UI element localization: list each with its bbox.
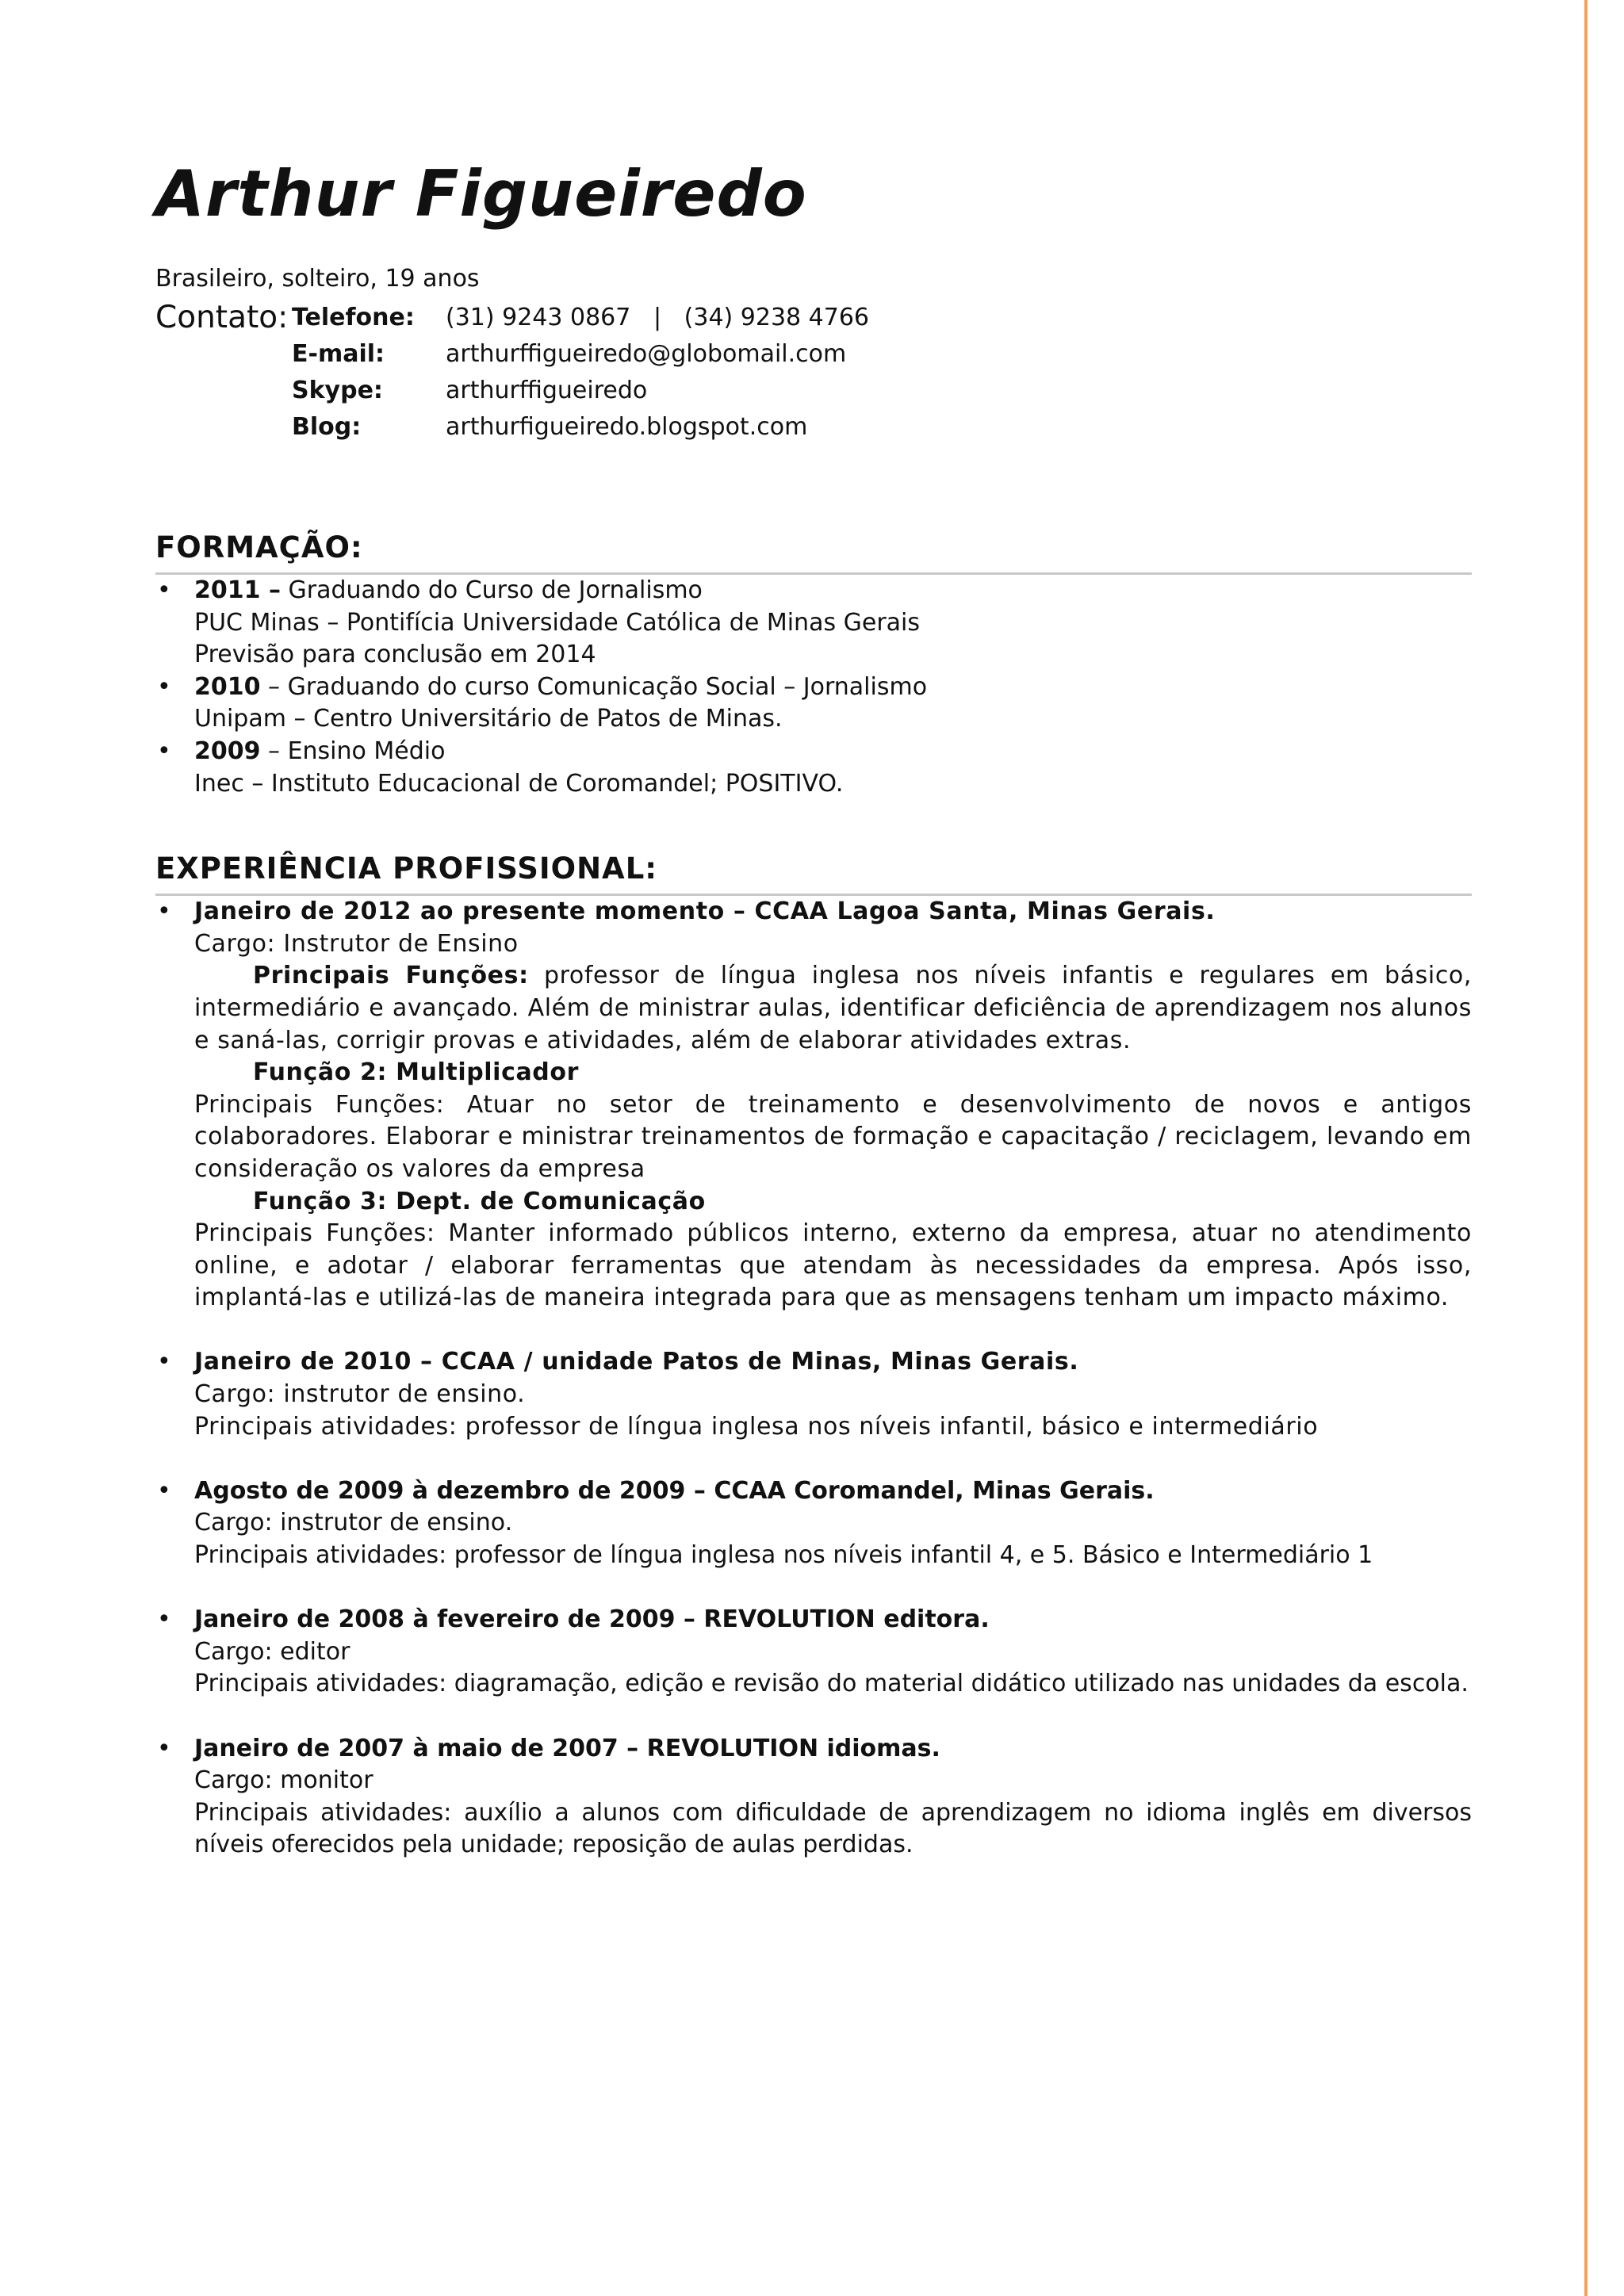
job-funcoes-label: Principais Funções: [253, 962, 529, 990]
job-item [155, 1604, 1472, 1701]
job-heading: • Janeiro de 2008 à fevereiro de 2009 – REVOLUTION editora. [194, 1605, 990, 1634]
formacao-item [155, 736, 1472, 800]
personal-info: Brasileiro, solteiro, 19 anos [155, 265, 480, 293]
formacao-item [155, 672, 1472, 736]
email-value[interactable]: arthurffigueiredo@globomail.com [446, 340, 847, 368]
job-funcao2-title: Função 2: Multiplicador [253, 1058, 579, 1087]
candidate-name: Arthur Figueiredo [155, 157, 807, 231]
formacao-desc: – Graduando do curso Comunicação Social – Jornalismo [260, 672, 928, 701]
job-heading: • Janeiro de 2012 ao presente momento – CCAA Lagoa Santa, Minas Gerais. [194, 897, 1216, 926]
email-label: E-mail: [292, 340, 385, 368]
job-funcoes [194, 960, 1472, 1057]
job-atividades: Principais atividades: diagramação, edição e revisão do material didático utilizado nas unidades da escola. [194, 1670, 1469, 1698]
formacao-year: 2010 [194, 672, 261, 701]
phone-label: Telefone: [292, 304, 415, 331]
job-funcao3-title: Função 3: Dept. de Comunicação [253, 1187, 706, 1215]
job-cargo: Cargo: instrutor de ensino. [194, 1509, 513, 1537]
job-heading: • Agosto de 2009 à dezembro de 2009 – CCAA Coromandel, Minas Gerais. [194, 1476, 1155, 1505]
blog-label: Blog: [292, 413, 362, 441]
formacao-desc: Graduando do Curso de Jornalismo [280, 576, 703, 604]
page-edge-orange-line [1584, 0, 1588, 2296]
blog-value[interactable]: arthurfigueiredo.blogspot.com [446, 413, 808, 441]
job-atividades: Principais atividades: auxílio a alunos com dificuldade de aprendizagem no idioma inglês em diversos níveis oferecidos pela unidade; reposição de aulas perdidas. [194, 1798, 1472, 1859]
job-item [155, 1475, 1472, 1572]
formacao-item [155, 575, 1472, 672]
formacao-heading: FORMAÇÃO: [155, 528, 1472, 575]
job-item [155, 1346, 1472, 1443]
resume-page [155, 151, 1472, 1894]
job-heading: • Janeiro de 2010 – CCAA / unidade Patos de Minas, Minas Gerais. [194, 1348, 1079, 1376]
phone-value: (31) 9243 0867 | (34) 9238 4766 [446, 304, 870, 331]
formacao-institution: PUC Minas – Pontifícia Universidade Católica de Minas Gerais [194, 608, 920, 637]
job-atividades: Principais atividades: professor de língua inglesa nos níveis infantil 4, e 5. Básico e Intermediário 1 [194, 1541, 1373, 1570]
job-atividades: Principais atividades: professor de língua inglesa nos níveis infantil, básico e intermediário [194, 1412, 1319, 1441]
job-cargo: Cargo: monitor [194, 1766, 373, 1795]
formacao-note: Previsão para conclusão em 2014 [194, 641, 596, 669]
job-cargo: Cargo: instrutor de ensino. [194, 1380, 526, 1409]
skype-value: arthurffigueiredo [446, 377, 648, 404]
job-cargo: Cargo: editor [194, 1637, 350, 1666]
job-item [155, 896, 1472, 1314]
contact-label: Contato: [155, 300, 289, 335]
formacao-institution: Inec – Instituto Educacional de Coromandel; POSITIVO. [194, 769, 844, 798]
experiencia-list [155, 896, 1472, 1862]
job-item [155, 1733, 1472, 1862]
job-funcao3-text: Principais Funções: Manter informado públicos interno, externo da empresa, atuar no atendimento online, e adotar / elaborar ferramentas que atendam às necessidades da empresa. Após isso, implantá-las e utilizá-las de maneira integrada para que as mensagens tenham um impacto máximo. [194, 1219, 1472, 1312]
contact-block [155, 300, 1472, 446]
formacao-year: 2009 [194, 737, 261, 765]
job-funcoes-text: professor de língua inglesa nos níveis infantis e regulares em básico, intermediário e avançado. Além de ministrar aulas, identificar deficiência de aprendizagem nos alunos e saná-las, corrigir provas e atividades, além de elaborar atividades extras. [194, 962, 1473, 1054]
formacao-institution: Unipam – Centro Universitário de Patos de Minas. [194, 705, 783, 733]
formacao-year: 2011 – [194, 576, 281, 604]
job-cargo: Cargo: Instrutor de Ensino [194, 929, 519, 958]
skype-label: Skype: [292, 377, 383, 404]
job-funcao2-text: Principais Funções: Atuar no setor de treinamento e desenvolvimento de novos e antigos colaboradores. Elaborar e ministrar treinamentos de formação e capacitação / reciclagem, levando em consideração os valores da empresa [194, 1090, 1472, 1183]
formacao-list [155, 575, 1472, 800]
job-heading: • Janeiro de 2007 à maio de 2007 – REVOLUTION idiomas. [194, 1734, 940, 1762]
formacao-desc: – Ensino Médio [260, 737, 446, 765]
experiencia-heading: EXPERIÊNCIA PROFISSIONAL: [155, 849, 1472, 896]
